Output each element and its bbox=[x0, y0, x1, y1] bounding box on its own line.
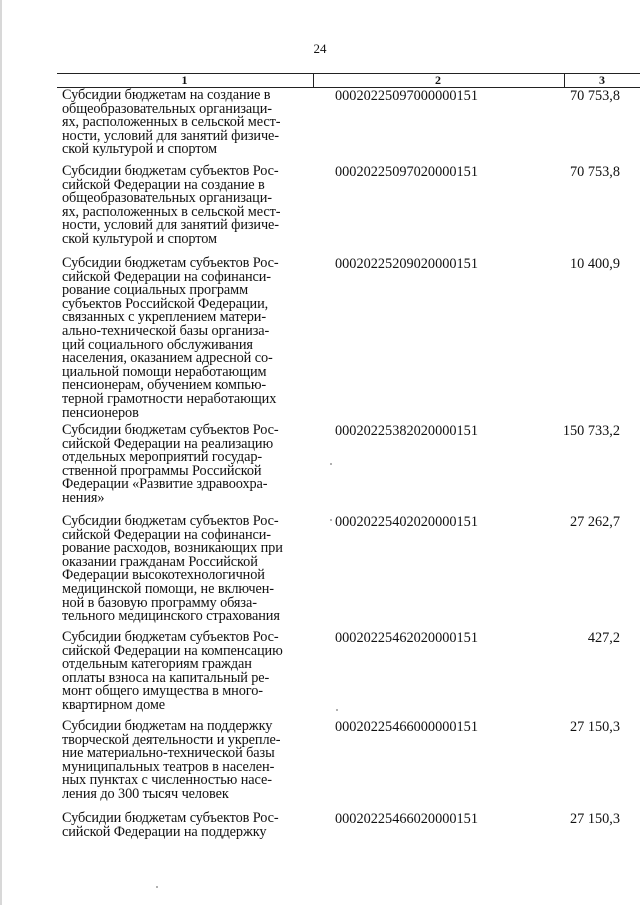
scan-speck bbox=[156, 886, 158, 888]
subsidy-amount: 427,2 bbox=[587, 630, 620, 646]
budget-code: 00020225402020000151 bbox=[335, 514, 478, 530]
subsidy-name: Субсидии бюджетам субъектов Рос- сийской Федерации на реализацию отдельных мероприятий государ- ственной программы Российской Федерации «Развитие здравоохра- нения» bbox=[62, 422, 279, 506]
scan-edge-shadow bbox=[0, 0, 2, 905]
subsidy-amount: 150 733,2 bbox=[562, 423, 620, 439]
subsidy-amount: 10 400,9 bbox=[569, 256, 620, 272]
budget-code: 00020225466020000151 bbox=[335, 811, 478, 827]
subsidy-name: Субсидии бюджетам субъектов Рос- сийской Федерации на поддержку bbox=[62, 810, 279, 840]
column-divider bbox=[313, 73, 314, 88]
budget-code: 00020225097000000151 bbox=[335, 88, 478, 104]
subsidy-amount: 27 150,3 bbox=[569, 719, 620, 735]
subsidy-name: Субсидии бюджетам на создание в общеобразовательных организаци- ях, расположенных в сельской мест- ности, условий для занятий физиче- ской культурой и спортом bbox=[62, 87, 281, 158]
subsidy-amount: 27 262,7 bbox=[569, 514, 620, 530]
column-divider bbox=[564, 73, 565, 88]
column-header-3: 3 bbox=[599, 73, 605, 87]
subsidy-amount: 27 150,3 bbox=[569, 811, 620, 827]
scan-speck bbox=[336, 709, 338, 711]
budget-code: 00020225466000000151 bbox=[335, 719, 478, 735]
page-number: 24 bbox=[313, 41, 327, 56]
budget-code: 00020225462020000151 bbox=[335, 630, 478, 646]
scan-speck bbox=[330, 519, 332, 521]
subsidy-name: Субсидии бюджетам субъектов Рос- сийской Федерации на софинанси- рование расходов, возникающих при оказании гражданам Российской Федерации высокотехнологичной медицинской помощи, не включен- ной в базовую программу обяза- тельного медицинского страхования bbox=[62, 513, 283, 625]
subsidy-amount: 70 753,8 bbox=[569, 88, 620, 104]
subsidy-name: Субсидии бюджетам субъектов Рос- сийской Федерации на софинанси- рование социальных программ субъектов Российской Федерации, связанных с укреплением матери- ально-технической базы организа- ций социального обслуживания населения, оказанием адресной со- циальной помощи неработающим пенсионерам, обучением компью- терной грамотности неработающих пенсионеров bbox=[62, 255, 279, 421]
scan-speck bbox=[330, 463, 332, 465]
budget-code: 00020225382020000151 bbox=[335, 423, 478, 439]
subsidy-name: Субсидии бюджетам на поддержку творческой деятельности и укрепле- ние материально-технической базы муниципальных театров в населен- ных пунктах с численностью насе- ления до 300 тысяч человек bbox=[62, 718, 281, 802]
budget-code: 00020225097020000151 bbox=[335, 164, 478, 180]
column-header-2: 2 bbox=[435, 73, 441, 87]
column-header-1: 1 bbox=[181, 73, 188, 87]
subsidy-amount: 70 753,8 bbox=[569, 164, 620, 180]
table-header bbox=[57, 73, 640, 88]
subsidy-name: Субсидии бюджетам субъектов Рос- сийской Федерации на компенсацию отдельным категориям граждан оплаты взноса на капитальный ре- монт общего имущества в много- квартирном доме bbox=[62, 629, 283, 713]
subsidy-name: Субсидии бюджетам субъектов Рос- сийской Федерации на создание в общеобразовательных организаци- ях, расположенных в сельской мест- ности, условий для занятий физиче- ской культурой и спортом bbox=[62, 163, 281, 247]
budget-code: 00020225209020000151 bbox=[335, 256, 478, 272]
